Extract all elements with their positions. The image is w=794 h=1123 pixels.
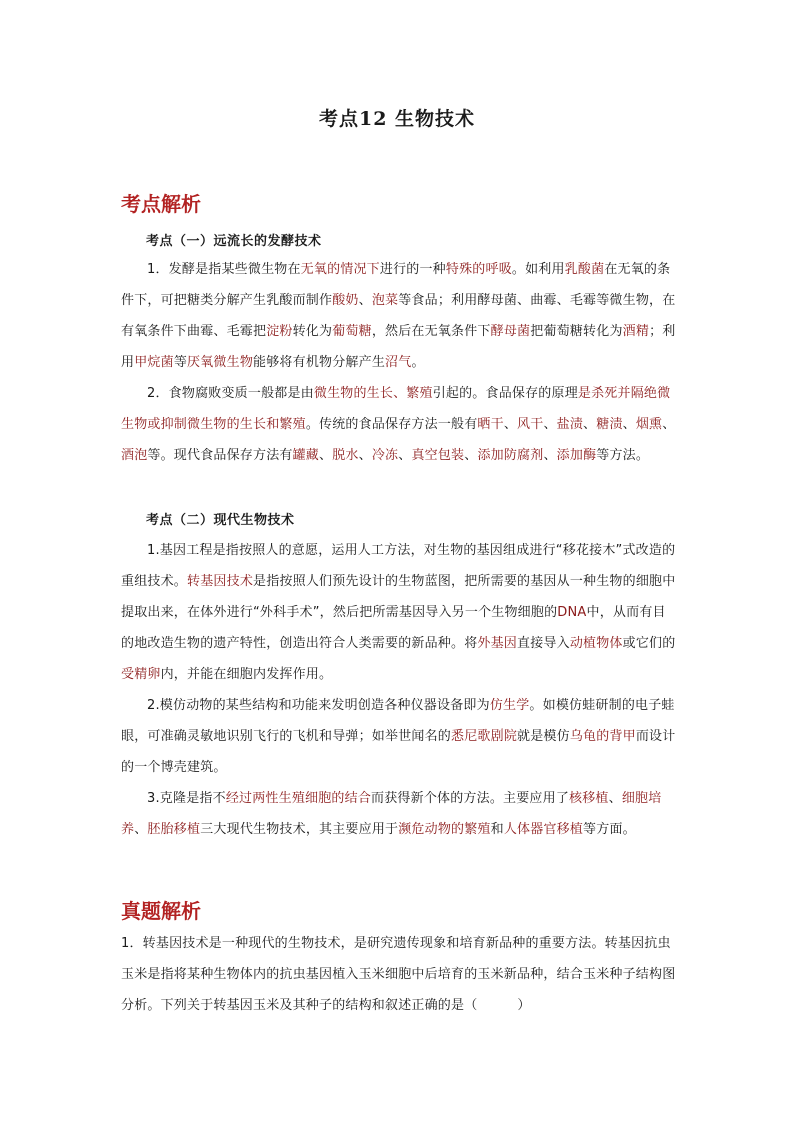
text-run: 。如利用 [511, 262, 565, 277]
highlighted-term: 罐藏 [292, 448, 320, 463]
highlighted-term: 酒精 [622, 324, 650, 339]
highlighted-term: 乌龟的背甲 [569, 729, 636, 744]
highlighted-term: 濒危动物的繁殖 [398, 822, 491, 837]
text-run: 、 [543, 448, 557, 463]
highlighted-term: 甲烷菌 [134, 355, 174, 370]
text-run: 内，并能在细胞内发挥作用。 [160, 667, 333, 682]
highlighted-term: 是杀死并隔绝微生物或抑制微生物的生长和繁殖 [121, 386, 671, 432]
highlighted-term: 外基因 [477, 636, 518, 651]
text-run: 中，从而有目的地改造生物的遗产特性，创造出符合人类需要的新品种。将 [121, 605, 666, 651]
highlighted-term: 烟熏 [635, 417, 663, 432]
text-run: 、 [358, 293, 372, 308]
highlighted-term: 乳酸菌 [564, 262, 605, 277]
highlighted-term: 泡菜 [371, 293, 399, 308]
text-run: 、 [319, 448, 333, 463]
text-run: 。如模仿蛙研制的电子蛙眼，可准确灵敏地识别飞行的飞机和导弹；如举世闻名的 [121, 698, 675, 744]
text-run: 1.基因工程是指按照人的意愿，运用人工方法，对生物的基因组成进行“移花接木”式改造的重组技术。 [121, 543, 676, 589]
highlighted-term: 冷冻 [371, 448, 399, 463]
highlighted-term: 仿生学 [489, 698, 530, 713]
highlighted-term: 风干 [517, 417, 544, 432]
text-run: 三大现代生物技术，其主要应用于 [200, 822, 399, 837]
text-run: 、 [543, 417, 557, 432]
highlighted-term: 添加酶 [556, 448, 597, 463]
highlighted-term: 盐渍 [556, 417, 584, 432]
text-run: 或它们的 [622, 636, 676, 651]
highlighted-term: 真空包装 [411, 448, 465, 463]
text-run: 就是模仿 [517, 729, 570, 744]
text-run: 等 [173, 355, 188, 370]
text-run: 等食品；利用酵母菌、曲霉、毛霉等微生物，在有氧条件下曲霉、毛霉把 [121, 293, 676, 339]
text-run: 把葡萄糖转化为 [530, 324, 623, 339]
text-run: 、 [622, 417, 636, 432]
text-run: 直接导入 [517, 636, 570, 651]
text-run: 、 [583, 417, 597, 432]
text-run: 等方法。 [596, 448, 650, 463]
text-run: 、 [464, 448, 478, 463]
text-run: 等方面。 [583, 822, 636, 837]
highlighted-term: 糖渍 [596, 417, 623, 432]
text-run: 、 [134, 822, 148, 837]
paragraph-cloning [121, 783, 676, 845]
highlighted-term: 淀粉 [266, 324, 293, 339]
highlighted-term: 厌氧微生物 [187, 355, 254, 370]
highlighted-term: 无氧的情况下 [300, 262, 380, 277]
question-1-text: 1．转基因技术是一种现代的生物技术，是研究遗传现象和培育新品种的重要方法。转基因抗虫玉米是指将某种生物体内的抗虫基因植入玉米细胞中后培育的玉米新品种，结合玉米种子结构图分析。下列关于转基因玉米及其种子的结构和叙述正确的是（ [121, 936, 676, 1013]
text-run: 、 [503, 417, 518, 432]
highlighted-term: 人体器官移植 [503, 822, 584, 837]
text-run: 2.模仿动物的某些结构和功能来发明创造各种仪器设备即为 [147, 698, 490, 713]
highlighted-term: 添加防腐剂 [477, 448, 544, 463]
highlighted-term: 葡萄糖 [332, 324, 372, 339]
highlighted-term: 晒干 [477, 417, 504, 432]
highlighted-term: 受精卵 [121, 667, 161, 682]
text-run: 1．发酵是指某些微生物在 [147, 262, 301, 277]
text-run: 。 [411, 355, 425, 370]
highlighted-term: 悉尼歌剧院 [451, 729, 518, 744]
text-run: 而获得新个体的方法。主要应用了 [371, 791, 570, 806]
text-run: ；利用 [121, 324, 676, 370]
text-run: 在无氧的条件下，可把糖类分解产生乳酸而制作 [121, 262, 671, 308]
section-heading-analysis: 考点解析 [121, 192, 201, 216]
highlighted-term: 酒泡 [121, 448, 148, 463]
text-run: 转化为 [292, 324, 333, 339]
highlighted-term: 沼气 [385, 355, 412, 370]
paragraph-bionics [121, 690, 676, 783]
text-run: 而设计的一个博壳建筑。 [121, 729, 676, 775]
text-run: 是指按照人们预先设计的生物蓝图，把所需要的基因从一种生物的细胞中提取出来，在体外进行“外科手术”，然后把所需基因导入另一个生物细胞的 [121, 574, 676, 620]
highlighted-term: 动植物体 [569, 636, 623, 651]
sub-heading-modern-biotech: 考点（二）现代生物技术 [146, 513, 295, 528]
text-run: 3.克隆是指不 [147, 791, 226, 806]
text-run: 。传统的食品保存方法一般有 [305, 417, 478, 432]
text-run: 、 [398, 448, 412, 463]
text-run: 2．食物腐败变质一般都是由 [147, 386, 314, 401]
question-1-close: ） [517, 998, 531, 1013]
question-1 [121, 928, 676, 1021]
paragraph-food-preservation [121, 378, 676, 471]
text-run: ，然后在无氧条件下 [371, 324, 491, 339]
highlighted-term: 细胞培养 [121, 791, 662, 837]
highlighted-term: 经过两性生殖细胞的结合 [225, 791, 372, 806]
text-run: 等。现代食品保存方法有 [147, 448, 293, 463]
highlighted-term: 微生物的生长、繁殖 [313, 386, 433, 401]
highlighted-term: 酸奶 [332, 293, 359, 308]
paragraph-genetic-engineering [121, 535, 676, 690]
text-run: 和 [490, 822, 504, 837]
text-run: 能够将有机物分解产生 [253, 355, 386, 370]
highlighted-term: 特殊的呼吸 [445, 262, 512, 277]
text-run: 、 [662, 417, 676, 432]
text-run: 、 [608, 791, 622, 806]
highlighted-term: 酵母菌 [490, 324, 531, 339]
text-run: 进行的一种 [379, 262, 446, 277]
page-title: 考点12 生物技术 [318, 108, 476, 130]
highlighted-term: 核移植 [569, 791, 609, 806]
text-run: 引起的。食品保存的原理 [432, 386, 578, 401]
highlighted-term: 脱水 [332, 448, 359, 463]
highlighted-term: 胚胎移植 [147, 822, 201, 837]
section-heading-exam-questions: 真题解析 [121, 899, 201, 923]
paragraph-fermentation [121, 254, 676, 378]
highlighted-term: 转基因技术 [187, 574, 254, 589]
sub-heading-fermentation: 考点（一）远流长的发酵技术 [146, 234, 322, 249]
highlighted-term: DNA [557, 605, 587, 620]
text-run: 、 [358, 448, 372, 463]
